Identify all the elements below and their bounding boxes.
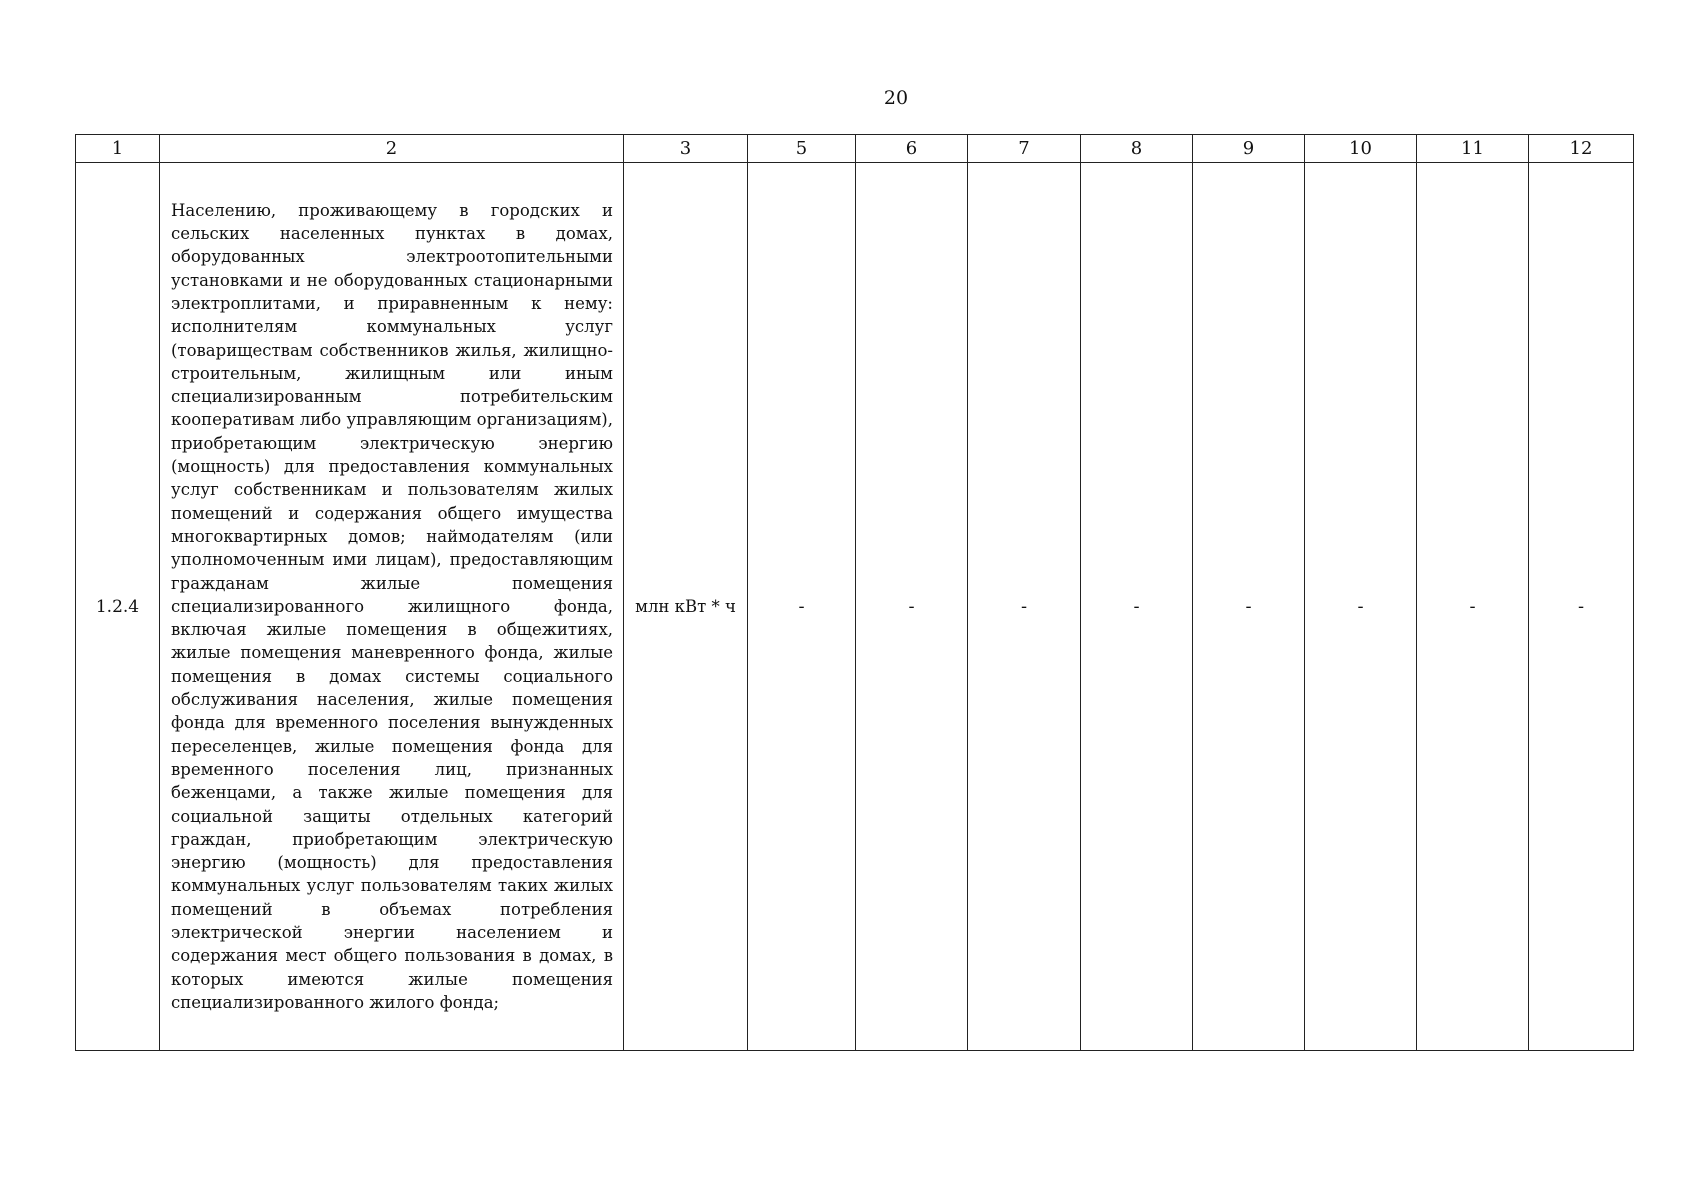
- value-cell: -: [1193, 163, 1305, 1051]
- row-code-cell: [76, 163, 160, 1051]
- column-header: 12: [1529, 135, 1634, 163]
- column-header: 11: [1417, 135, 1529, 163]
- row-unit-cell: [624, 163, 748, 1051]
- row-description-cell: [160, 163, 624, 1051]
- column-header: 7: [968, 135, 1081, 163]
- column-header: 5: [748, 135, 856, 163]
- column-header: 3: [624, 135, 748, 163]
- column-header: 1: [76, 135, 160, 163]
- row-code: 1.2.4: [95, 597, 140, 617]
- value-cell: -: [968, 163, 1081, 1051]
- column-header: 9: [1193, 135, 1305, 163]
- table-header-row: [76, 135, 1634, 163]
- table-row: [76, 163, 1634, 1051]
- page-number: 20: [883, 87, 909, 109]
- data-table: [75, 134, 1634, 1051]
- value-cell: -: [1529, 163, 1634, 1051]
- column-header: 6: [856, 135, 968, 163]
- value-cell: -: [1305, 163, 1417, 1051]
- column-header: 8: [1081, 135, 1193, 163]
- value-cell: -: [1417, 163, 1529, 1051]
- column-header: 2: [160, 135, 624, 163]
- row-unit: млн кВт * ч: [635, 597, 736, 616]
- value-cell: -: [748, 163, 856, 1051]
- column-header: 10: [1305, 135, 1417, 163]
- row-description: Населению, проживающему в городских и сельских населенных пунктах в домах, оборудованных электроотопительными установками и не оборудованных стационарными электроплитами, и приравненным к нему: исполнителям коммунальных услуг (товариществам собственников жилья, жилищно-строительным, жилищным или иным специализированным потребительским кооперативам либо управляющим организациям), приобретающим электрическую энергию (мощность) для предоставления коммунальных услуг собственникам и пользователям жилых помещений и содержания общего имущества многоквартирных домов; наймодателям (или уполномоченным ими лицам), предоставляющим гражданам жилые помещения специализированного жилищного фонда, включая жилые помещения в общежитиях, жилые помещения маневренного фонда, жилые помещения в домах системы социального обслуживания населения, жилые помещения фонда для временного поселения вынужденных переселенцев, жилые помещения фонда для временного поселения лиц, признанных беженцами, а также жилые помещения для социальной защиты отдельных категорий граждан, приобретающим электрическую энергию (мощность) для предоставления коммунальных услуг пользователям таких жилых помещений в объемах потребления электрической энергии населением и содержания мест общего пользования в домах, в которых имеются жилые помещения специализированного жилого фонда;: [171, 200, 613, 1012]
- value-cell: -: [1081, 163, 1193, 1051]
- value-cell: -: [856, 163, 968, 1051]
